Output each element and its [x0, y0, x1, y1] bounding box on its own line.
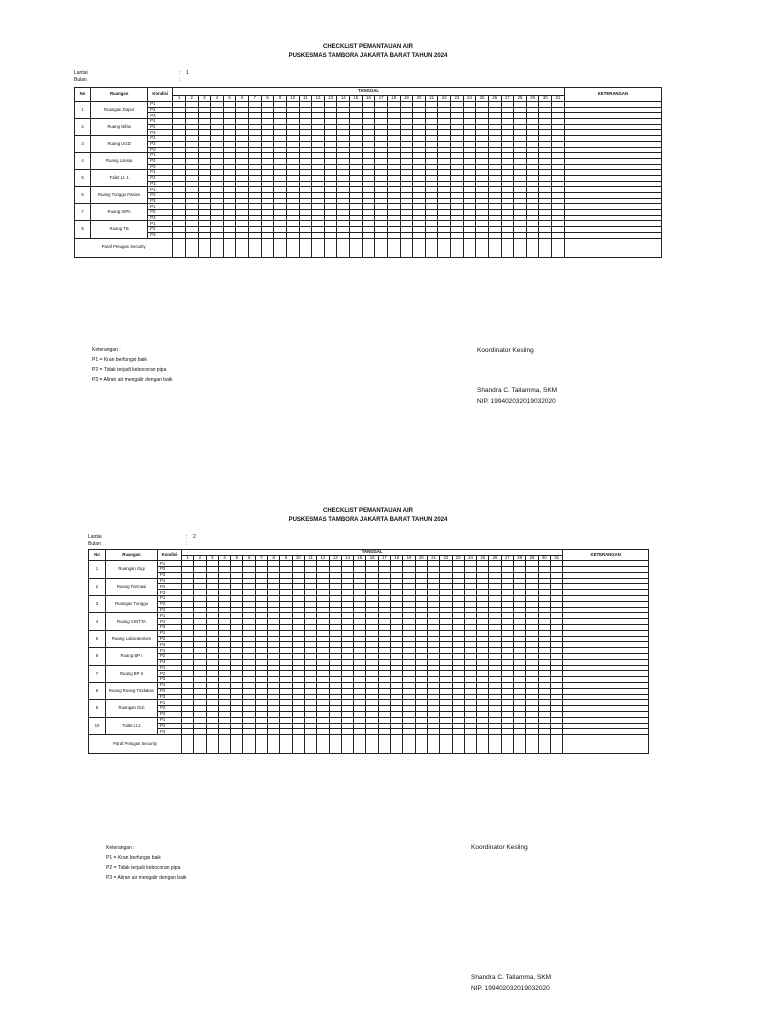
- day-header: 4: [218, 556, 230, 561]
- header-kondisi: Kondisi: [148, 88, 173, 102]
- day-header: 5: [223, 96, 236, 102]
- condition-label: P2: [148, 175, 173, 181]
- day-header: 7: [249, 96, 262, 102]
- paraf-cell[interactable]: [501, 735, 513, 754]
- condition-label: P3: [158, 572, 182, 578]
- paraf-cell[interactable]: [539, 238, 552, 257]
- paraf-keterangan-cell[interactable]: [563, 735, 649, 754]
- day-header: 2: [194, 556, 206, 561]
- note-p1: P1 = Kran berfungsi baik: [106, 855, 161, 861]
- day-header: 3: [198, 96, 211, 102]
- bulan-label: Bulan: [88, 541, 101, 547]
- condition-label: P3: [148, 215, 173, 221]
- room-number: 2: [89, 578, 106, 595]
- day-header: 21: [427, 556, 439, 561]
- paraf-cell[interactable]: [463, 238, 476, 257]
- paraf-cell[interactable]: [452, 735, 464, 754]
- day-header: 1: [173, 96, 186, 102]
- condition-label: P2: [158, 706, 182, 712]
- day-header: 24: [464, 556, 476, 561]
- day-header: 9: [274, 96, 287, 102]
- header-row: [75, 88, 662, 96]
- header-tanggal: TANGGAL: [182, 550, 563, 556]
- paraf-cell[interactable]: [194, 735, 206, 754]
- header-row: [89, 550, 649, 556]
- paraf-cell[interactable]: [427, 735, 439, 754]
- condition-label: P3: [158, 729, 182, 735]
- lantai-label: Lantai: [74, 70, 88, 76]
- condition-label: P1: [158, 630, 182, 636]
- paraf-cell[interactable]: [231, 735, 243, 754]
- condition-label: P1: [158, 648, 182, 654]
- room-name: Ruangan Tunggu: [106, 596, 158, 613]
- header-kondisi: Kondisi: [158, 550, 182, 561]
- condition-label: P2: [158, 671, 182, 677]
- condition-label: P1: [148, 204, 173, 210]
- paraf-cell[interactable]: [425, 238, 438, 257]
- condition-label: P1: [158, 561, 182, 567]
- room-name: Ruang Laboratorium: [106, 630, 158, 647]
- paraf-cell[interactable]: [337, 238, 350, 257]
- condition-label: P2: [158, 584, 182, 590]
- paraf-cell[interactable]: [451, 238, 464, 257]
- room-name: Ruang ISPA: [91, 204, 148, 221]
- day-header: 18: [391, 556, 403, 561]
- colon: :: [179, 70, 181, 76]
- sheet1-lantai-row: [74, 70, 189, 77]
- room-number: 5: [89, 630, 106, 647]
- colon: :: [186, 534, 188, 540]
- room-name: Ruangan Dapur: [91, 102, 148, 119]
- day-header: 8: [261, 96, 274, 102]
- condition-label: P2: [148, 158, 173, 164]
- paraf-cell[interactable]: [415, 735, 427, 754]
- condition-label: P2: [158, 601, 182, 607]
- day-header: 6: [243, 556, 255, 561]
- paraf-row: [89, 735, 649, 754]
- day-header: 16: [366, 556, 378, 561]
- paraf-cell[interactable]: [464, 735, 476, 754]
- paraf-cell[interactable]: [378, 735, 390, 754]
- note-p2: P2 = Tidak terjadi kebocoran pipa: [106, 865, 181, 871]
- condition-label: P1: [148, 153, 173, 159]
- condition-label: P1: [148, 119, 173, 125]
- header-keterangan: KETERANGAN: [564, 88, 661, 102]
- paraf-cell[interactable]: [354, 735, 366, 754]
- day-header: 26: [489, 556, 501, 561]
- day-header: 31: [550, 556, 562, 561]
- day-header: 28: [514, 96, 527, 102]
- paraf-cell[interactable]: [312, 238, 325, 257]
- sheet2-title: [88, 507, 648, 525]
- day-header: 10: [292, 556, 304, 561]
- day-header: 22: [438, 96, 451, 102]
- day-header: 29: [526, 96, 539, 102]
- condition-label: P3: [158, 642, 182, 648]
- paraf-cell[interactable]: [391, 735, 403, 754]
- paraf-cell[interactable]: [261, 238, 274, 257]
- paraf-cell[interactable]: [375, 238, 388, 257]
- condition-label: P1: [158, 578, 182, 584]
- condition-label: P3: [158, 590, 182, 596]
- paraf-cell[interactable]: [292, 735, 304, 754]
- condition-label: P1: [158, 596, 182, 602]
- sheet1-sign-role: Koordinator Kesling: [477, 347, 534, 354]
- day-header: 27: [501, 556, 513, 561]
- paraf-cell[interactable]: [185, 238, 198, 257]
- day-header: 21: [425, 96, 438, 102]
- sheet1-meta: [74, 70, 189, 84]
- condition-label: P3: [148, 113, 173, 119]
- paraf-cell[interactable]: [218, 735, 230, 754]
- condition-label: P1: [158, 665, 182, 671]
- condition-label: P2: [148, 141, 173, 147]
- paraf-cell[interactable]: [182, 735, 194, 754]
- sheet2-bulan-row: [88, 541, 196, 548]
- notes-title: Keterangan :: [106, 845, 135, 851]
- paraf-cell[interactable]: [317, 735, 329, 754]
- room-number: 9: [89, 700, 106, 717]
- day-header: 29: [526, 556, 538, 561]
- condition-label: P2: [158, 688, 182, 694]
- room-name: Ruang UGD: [91, 136, 148, 153]
- room-number: 5: [75, 170, 91, 187]
- bulan-label: Bulan: [74, 77, 87, 83]
- room-number: 7: [75, 204, 91, 221]
- sheet2-notes: [106, 843, 186, 883]
- note-p3: P3 = Aliran air mengalir dengan baik: [106, 875, 187, 881]
- condition-label: P3: [158, 712, 182, 718]
- paraf-cell[interactable]: [274, 238, 287, 257]
- day-header: 3: [206, 556, 218, 561]
- paraf-cell[interactable]: [206, 735, 218, 754]
- day-header: 19: [400, 96, 413, 102]
- sheet1-title-line2: PUSKESMAS TAMBORA JAKARTA BARAT TAHUN 2024: [288, 53, 448, 59]
- room-name: Toilet Lt.2: [106, 717, 158, 734]
- sheet1-notes: [92, 345, 172, 385]
- room-name: Ruang BP II: [106, 665, 158, 682]
- day-header: 14: [337, 96, 350, 102]
- sheet2-meta: [88, 534, 196, 548]
- paraf-cell[interactable]: [526, 238, 539, 257]
- condition-label: P1: [148, 187, 173, 193]
- room-number: 3: [89, 596, 106, 613]
- condition-label: P1: [148, 136, 173, 142]
- room-number: 7: [89, 665, 106, 682]
- condition-label: P3: [148, 198, 173, 204]
- day-header: 28: [514, 556, 526, 561]
- paraf-cell[interactable]: [198, 238, 211, 257]
- room-number: 1: [75, 102, 91, 119]
- paraf-cell[interactable]: [350, 238, 363, 257]
- sheet1-title-line1: CHECKLIST PEMANTAUAN AIR: [323, 44, 413, 50]
- paraf-cell[interactable]: [366, 735, 378, 754]
- paraf-cell[interactable]: [526, 735, 538, 754]
- paraf-cell[interactable]: [501, 238, 514, 257]
- day-header: 6: [236, 96, 249, 102]
- paraf-cell[interactable]: [211, 238, 224, 257]
- paraf-cell[interactable]: [173, 238, 186, 257]
- room-name: Ruang Nifas: [91, 119, 148, 136]
- day-header: 1: [182, 556, 194, 561]
- paraf-cell[interactable]: [477, 735, 489, 754]
- condition-label: P3: [148, 181, 173, 187]
- day-header: 2: [185, 96, 198, 102]
- sheet1-bulan-row: [74, 77, 189, 84]
- paraf-cell[interactable]: [243, 735, 255, 754]
- day-header: 23: [451, 96, 464, 102]
- paraf-cell[interactable]: [329, 735, 341, 754]
- room-number: 8: [89, 683, 106, 700]
- room-number: 8: [75, 221, 91, 238]
- room-name: Ruang Lansia: [91, 153, 148, 170]
- sheet2-sign-nip: NIP. 199402032019032020: [471, 985, 550, 992]
- condition-label: P3: [148, 130, 173, 136]
- day-header: 15: [350, 96, 363, 102]
- paraf-cell[interactable]: [488, 238, 501, 257]
- day-header: 20: [413, 96, 426, 102]
- condition-label: P2: [158, 723, 182, 729]
- paraf-cell[interactable]: [304, 735, 316, 754]
- paraf-cell[interactable]: [249, 238, 262, 257]
- condition-label: P3: [148, 164, 173, 170]
- day-header: 11: [304, 556, 316, 561]
- paraf-cell[interactable]: [413, 238, 426, 257]
- condition-label: P1: [158, 613, 182, 619]
- sheet2-title-line2: PUSKESMAS TAMBORA JAKARTA BARAT TAHUN 2024: [288, 517, 448, 523]
- condition-label: P2: [158, 654, 182, 660]
- day-header: 24: [463, 96, 476, 102]
- room-number: 2: [75, 119, 91, 136]
- sheet1-sign-name: Shandra C. Tallamma, SKM: [477, 387, 558, 394]
- notes-title: Keterangan :: [92, 347, 121, 353]
- paraf-cell[interactable]: [223, 238, 236, 257]
- colon: :: [179, 77, 181, 83]
- condition-label: P2: [148, 124, 173, 130]
- day-header: 9: [280, 556, 292, 561]
- room-name: Ruang Tunggu Pasien: [91, 187, 148, 204]
- header-ruangan: Ruangan: [91, 88, 148, 102]
- day-header: 17: [378, 556, 390, 561]
- condition-label: P3: [158, 677, 182, 683]
- room-number: 4: [75, 153, 91, 170]
- header-no: No: [75, 88, 91, 102]
- condition-label: P3: [148, 147, 173, 153]
- day-header: 17: [375, 96, 388, 102]
- day-header: 11: [299, 96, 312, 102]
- paraf-cell[interactable]: [514, 238, 527, 257]
- condition-label: P3: [158, 625, 182, 631]
- day-header: 13: [329, 556, 341, 561]
- condition-label: P3: [158, 607, 182, 613]
- paraf-cell[interactable]: [403, 735, 415, 754]
- paraf-cell[interactable]: [538, 735, 550, 754]
- day-header: 25: [477, 556, 489, 561]
- condition-label: P1: [158, 717, 182, 723]
- day-header: 30: [538, 556, 550, 561]
- day-header: 19: [403, 556, 415, 561]
- note-p3: P3 = Aliran air mengalir dengan baik: [92, 377, 173, 383]
- condition-label: P3: [148, 232, 173, 238]
- room-number: 6: [75, 187, 91, 204]
- condition-label: P2: [158, 636, 182, 642]
- sheet2-checklist-table: [88, 549, 649, 754]
- condition-label: P3: [158, 659, 182, 665]
- day-header: 22: [440, 556, 452, 561]
- paraf-cell[interactable]: [440, 735, 452, 754]
- colon: :: [186, 541, 188, 547]
- condition-label: P2: [148, 107, 173, 113]
- room-name: Ruang CINTTA: [106, 613, 158, 630]
- paraf-keterangan-cell[interactable]: [564, 238, 661, 257]
- paraf-cell[interactable]: [324, 238, 337, 257]
- day-header: 7: [255, 556, 267, 561]
- sheet2-lantai-row: [88, 534, 196, 541]
- day-header: 12: [317, 556, 329, 561]
- condition-label: P2: [148, 227, 173, 233]
- paraf-label: Paraf Petugas Security: [75, 238, 173, 257]
- day-header: 31: [552, 96, 565, 102]
- paraf-cell[interactable]: [362, 238, 375, 257]
- room-name: Ruang Ruang Tindakan: [106, 683, 158, 700]
- header-ruangan: Ruangan: [106, 550, 158, 561]
- condition-label: P1: [158, 683, 182, 689]
- header-tanggal: TANGGAL: [173, 88, 565, 96]
- day-header: 25: [476, 96, 489, 102]
- room-name: Ruangan Gigi: [106, 561, 158, 578]
- room-name: Toilet Lt. 1: [91, 170, 148, 187]
- room-number: 4: [89, 613, 106, 630]
- paraf-cell[interactable]: [476, 238, 489, 257]
- room-name: Ruang TB: [91, 221, 148, 238]
- note-p1: P1 = Kran berfungsi baik: [92, 357, 147, 363]
- day-header: 30: [539, 96, 552, 102]
- sheet2-sign-role: Koordinator Kesling: [471, 844, 528, 851]
- room-number: 1: [89, 561, 106, 578]
- paraf-cell[interactable]: [489, 735, 501, 754]
- paraf-cell[interactable]: [299, 238, 312, 257]
- paraf-cell[interactable]: [236, 238, 249, 257]
- room-name: Ruang BP I: [106, 648, 158, 665]
- day-header: 23: [452, 556, 464, 561]
- condition-label: P1: [148, 102, 173, 108]
- paraf-cell[interactable]: [280, 735, 292, 754]
- day-header: 12: [312, 96, 325, 102]
- paraf-cell[interactable]: [268, 735, 280, 754]
- sheet1-checklist-table: [74, 87, 662, 258]
- note-p2: P2 = Tidak terjadi kebocoran pipa: [92, 367, 167, 373]
- paraf-cell[interactable]: [255, 735, 267, 754]
- header-keterangan: KETERANGAN: [563, 550, 649, 561]
- sheet2-title-line1: CHECKLIST PEMANTAUAN AIR: [323, 508, 413, 514]
- room-number: 6: [89, 648, 106, 665]
- paraf-cell[interactable]: [550, 735, 562, 754]
- day-header: 26: [488, 96, 501, 102]
- paraf-cell[interactable]: [341, 735, 353, 754]
- condition-label: P2: [158, 567, 182, 573]
- condition-label: P3: [158, 694, 182, 700]
- day-header: 5: [231, 556, 243, 561]
- paraf-cell[interactable]: [552, 238, 565, 257]
- day-header: 4: [211, 96, 224, 102]
- paraf-cell[interactable]: [438, 238, 451, 257]
- condition-label: P2: [158, 619, 182, 625]
- condition-label: P2: [148, 210, 173, 216]
- paraf-cell[interactable]: [286, 238, 299, 257]
- day-header: 20: [415, 556, 427, 561]
- day-header: 10: [286, 96, 299, 102]
- day-header: 8: [268, 556, 280, 561]
- day-header: 16: [362, 96, 375, 102]
- day-header: 27: [501, 96, 514, 102]
- paraf-row: [75, 238, 662, 257]
- paraf-cell[interactable]: [400, 238, 413, 257]
- day-header: 14: [341, 556, 353, 561]
- header-no: No: [89, 550, 106, 561]
- paraf-cell[interactable]: [387, 238, 400, 257]
- room-number: 3: [75, 136, 91, 153]
- sheet1-sign-nip: NIP. 199402032019032020: [477, 398, 556, 405]
- room-name: Ruangan Gizi: [106, 700, 158, 717]
- room-name: Ruang Farmasi: [106, 578, 158, 595]
- paraf-label: Paraf Petugas Security: [89, 735, 182, 754]
- day-header: 18: [387, 96, 400, 102]
- sheet2-sign-name: Shandra C. Tallamma, SKM: [471, 974, 552, 981]
- day-header: 15: [354, 556, 366, 561]
- condition-label: P1: [148, 170, 173, 176]
- lantai-value: 2: [192, 534, 196, 540]
- sheet1-title: [74, 43, 662, 61]
- day-header: 13: [324, 96, 337, 102]
- lantai-value: 1: [185, 70, 189, 76]
- lantai-label: Lantai: [88, 534, 102, 540]
- room-number: 10: [89, 717, 106, 734]
- condition-label: P1: [158, 700, 182, 706]
- paraf-cell[interactable]: [514, 735, 526, 754]
- condition-label: P1: [148, 221, 173, 227]
- condition-label: P2: [148, 193, 173, 199]
